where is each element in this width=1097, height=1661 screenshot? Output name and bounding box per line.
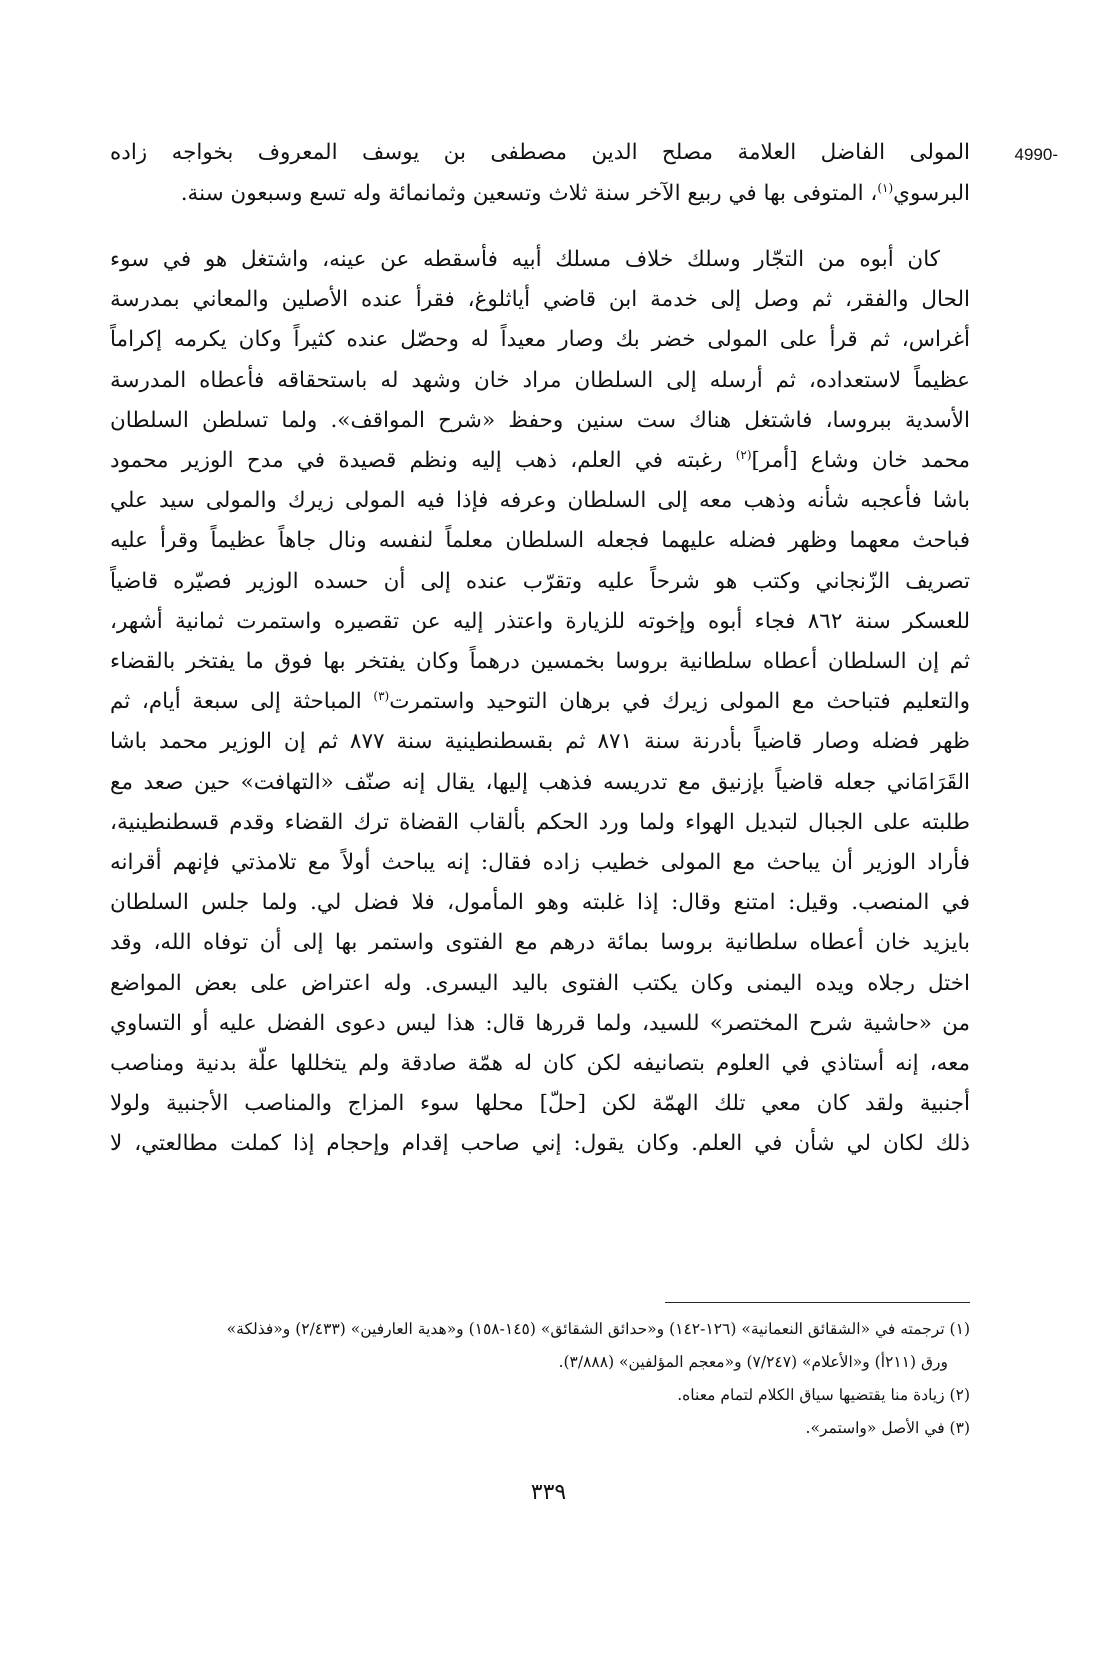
body-line: ذلك لكان لي شأن في العلم. وكان يقول: إني صاحب إقدام وإحجام إذا كملت مطالعتي، لا (110, 1131, 970, 1157)
footnote-1: (١) ترجمته في «الشقائق النعمانية» (١٢٦-١٤٢) و«حدائق الشقائق» (١٤٥-١٥٨) و«هدية العارفين» (٢/٤٣٣) و«فذلكة» (226, 1320, 970, 1338)
body-line: ثم إن السلطان أعطاه سلطانية بروسا بخمسين درهماً وكان يفتخر بها فوق ما يفتخر بالقضاء (110, 649, 970, 675)
body-line-segment: والتعليم فتباحث مع المولى زيرك في برهان التوحيد واستمرت (389, 689, 970, 715)
body-line: فباحث معهما وظهر فضله عليهما فجعله السلطان معلماً لنفسه ونال جاهاً عظيماً وقرأ عليه (110, 528, 970, 554)
body-text (110, 240, 970, 1165)
entry-line-2-end: ، المتوفى بها في ربيع الآخر سنة ثلاث وتسعين وثمانمائة وله تسع وسبعون سنة. (180, 181, 878, 206)
body-line: باشا فأعجبه شأنه وذهب معه إلى السلطان وعرفه فإذا فيه المولى زيرك والمولى سيد علي (110, 488, 970, 514)
body-line: الحال والفقر، ثم وصل إلى خدمة ابن قاضي أياثلوغ، فقرأ عنده الأصلين والمعاني بمدرسة (110, 287, 970, 313)
body-line (110, 682, 970, 722)
body-line: فأراد الوزير أن يباحث مع المولى خطيب زاده فقال: إنه يباحث أولاً مع تلامذتي فإنهم أقرانه (110, 850, 970, 876)
body-line-segment: رغبته في العلم، ذهب إليه ونظم قصيدة في مدح الوزير محمود (110, 448, 736, 474)
biography-entry-heading (110, 132, 1058, 214)
body-line: عظيماً لاستعداده، ثم أرسله إلى السلطان مراد خان وشهد له باستحقاقه فأعطاه المدرسة (110, 367, 970, 393)
body-line: في المنصب. وقيل: امتنع وقال: إذا غلبته وهو المأمول، فلا فضل لي. ولما جلس السلطان (110, 890, 970, 916)
body-line: من «حاشية شرح المختصر» للسيد، ولما قررها قال: هذا ليس دعوى الفضل عليه أو التساوي (110, 1010, 970, 1036)
footnote-3: (٣) في الأصل «واستمر». (805, 1419, 970, 1437)
body-line: أغراس، ثم قرأ على المولى خضر بك وصار معيداً له وحصّل عنده كثيراً وكان يكرمه إكراماً (110, 327, 970, 353)
entry-line-2-start: البرسوي (893, 181, 970, 206)
footnote-ref-3[interactable]: (٣) (373, 689, 390, 704)
entry-line-1: المولى الفاضل العلامة مصلح الدين مصطفى بن يوسف المعروف بخواجه زاده (110, 140, 970, 165)
footnote-1-continued: ورق (٢١١أ) و«الأعلام» (٧/٢٤٧) و«معجم المؤلفين» (٣/٨٨٨). (558, 1353, 948, 1371)
body-line (110, 441, 970, 481)
footnotes (110, 1313, 970, 1445)
body-line: كان أبوه من التجّار وسلك خلاف مسلك أبيه فأسقطه عن عينه، واشتغل هو في سوء (110, 247, 940, 272)
body-line-segment: محمد خان وشاع [أمر] (751, 448, 970, 474)
footnote-2: (٢) زيادة منا يقتضيها سياق الكلام لتمام معناه. (677, 1386, 970, 1404)
footnote-ref-2[interactable]: (٢) (735, 447, 752, 462)
body-line-segment: المباحثة إلى سبعة أيام، ثم (110, 689, 374, 715)
body-line: اختل رجلاه ويده اليمنى وكان يكتب الفتوى باليد اليسرى. وله اعتراض على بعض المواضع (110, 970, 970, 996)
body-line: طلبته على الجبال لتبديل الهواء ولما ورد الحكم بألقاب القضاة ترك القضاء وقدم قسطنطينية، (110, 809, 970, 835)
page-number: ٣٣٩ (530, 1480, 567, 1505)
entry-number: 4990- (1014, 145, 1058, 164)
body-line: معه، إنه أستاذي في العلوم بتصانيفه لكن كان له همّة صادقة ولم يتخللها علّة بدنية ومناصب (110, 1051, 970, 1077)
body-line: للعسكر سنة ٨٦٢ فجاء أبوه وإخوته للزيارة واعتذر إليه عن تقصيره واستمرت ثمانية أشهر، (110, 608, 970, 634)
body-line: أجنبية ولقد كان معي تلك الهمّة لكن [حلّ] محلها سوء المزاج والمناصب الأجنبية ولولا (110, 1091, 970, 1117)
body-line: تصريف الزّنجاني وكتب هو شرحاً عليه وتقرّب عنده إلى أن حسده الوزير فصيّره قاضياً (110, 568, 970, 594)
body-line: بايزيد خان أعطاه سلطانية بروسا بمائة درهم مع الفتوى واستمر بها إلى أن توفاه الله، وقد (110, 930, 970, 956)
body-line: الأسدية ببروسا، فاشتغل هناك ست سنين وحفظ «شرح المواقف». ولما تسلطن السلطان (110, 407, 970, 433)
body-line: القَرَامَاني جعله قاضياً بإزنيق مع تدريسه فذهب إليها، يقال إنه صنّف «التهافت» حين صعد مع (110, 769, 970, 795)
footnote-separator (665, 1302, 970, 1303)
footnote-ref-1[interactable]: (١) (877, 180, 894, 195)
body-line: ظهر فضله وصار قاضياً بأدرنة سنة ٨٧١ ثم بقسطنطينية سنة ٨٧٧ ثم إن الوزير محمد باشا (110, 729, 970, 755)
entry-line-2 (110, 173, 970, 214)
